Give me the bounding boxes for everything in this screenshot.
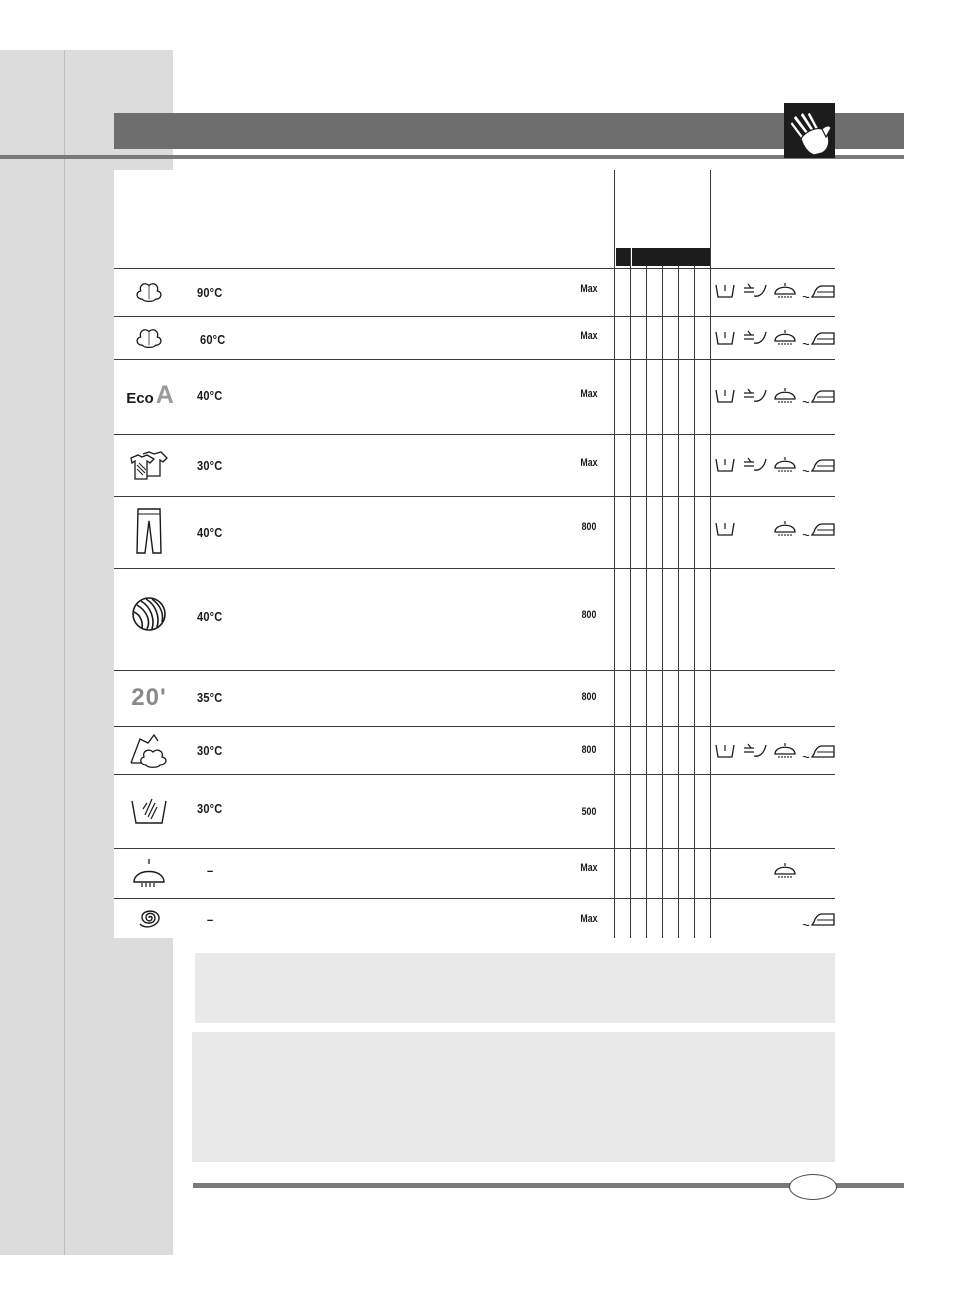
hand-wash-icon [116,790,182,830]
temperature-label: 30°C [197,801,223,816]
tub-icon [716,285,734,297]
column-divider [630,248,631,938]
cotton-icon [116,322,182,352]
spin-speed-label: Max [580,388,598,400]
wool-icon [116,590,182,636]
spin-icon [116,903,182,933]
tub-icon [716,523,734,535]
temperature-label: 35°C [197,690,223,705]
temperature-label: 90°C [197,285,223,300]
row-divider [114,726,835,727]
jeans-icon [116,506,182,556]
cotton-icon [116,276,182,306]
row-divider [114,434,835,435]
row-divider [114,568,835,569]
iron-icon [803,286,834,298]
temperature-label: 60°C [200,332,226,347]
header-cell-block [616,248,630,266]
care-symbols [714,860,836,882]
shower-icon [775,388,795,403]
quick-20-label: 20' [131,684,167,711]
softener-icon [744,284,766,296]
iron-icon [803,391,834,403]
iron-icon [803,914,834,926]
temperature-label: – [207,912,214,927]
shower-icon [775,330,795,345]
shower-icon [775,863,795,878]
quick-20-icon [116,683,182,713]
row-divider [114,268,835,269]
eco-label: Eco [126,389,154,407]
shower-icon [775,457,795,472]
mixed-icon [116,731,182,771]
row-divider [114,848,835,849]
shower-icon [775,283,795,298]
iron-icon [803,524,834,536]
care-symbols [714,908,836,930]
column-divider [662,248,663,938]
tub-icon [716,459,734,471]
spin-speed-label: 500 [581,806,597,818]
care-symbols [714,740,836,762]
tub-icon [716,390,734,402]
column-divider [614,170,615,938]
temperature-label: 40°C [197,609,223,624]
page-number-oval [789,1174,837,1200]
spin-speed-label: Max [580,330,598,342]
temperature-label: – [207,863,214,878]
shirts-icon [116,447,182,483]
eco-a-label: A [155,380,174,409]
row-divider [114,670,835,671]
spin-speed-label: Max [580,913,598,925]
temperature-label: 30°C [197,458,223,473]
tub-icon [716,745,734,757]
softener-icon [744,744,766,756]
care-symbols [714,518,836,540]
iron-icon [803,333,834,345]
row-divider [114,898,835,899]
spin-speed-label: 800 [581,521,597,533]
row-divider [114,359,835,360]
row-divider [114,316,835,317]
column-divider [678,248,679,938]
spin-speed-label: Max [580,457,598,469]
row-divider [114,774,835,775]
tub-icon [716,332,734,344]
spin-speed-label: Max [580,283,598,295]
care-symbols [714,385,836,407]
care-symbols [714,327,836,349]
header-rule [0,155,904,159]
spin-speed-label: 800 [581,609,597,621]
spin-speed-label: 800 [581,744,597,756]
note-box [195,953,835,1023]
temperature-label: 40°C [197,525,223,540]
note-box [192,1032,835,1162]
column-divider [694,248,695,938]
column-divider [710,170,711,938]
temperature-label: 40°C [197,388,223,403]
hand-icon [784,103,835,158]
shower-icon [775,743,795,758]
softener-icon [744,389,766,401]
header-cell-block [632,248,710,266]
temperature-label: 30°C [197,743,223,758]
shower-icon [775,521,795,536]
softener-icon [744,458,766,470]
row-divider [114,496,835,497]
iron-icon [803,746,834,758]
eco-a-icon [116,378,184,412]
left-margin-divider [64,50,65,1255]
spin-speed-label: 800 [581,691,597,703]
softener-icon [744,331,766,343]
care-symbols [714,280,836,302]
spin-speed-label: Max [580,862,598,874]
care-symbols [714,454,836,476]
rinse-icon [116,855,182,889]
column-divider [646,248,647,938]
iron-icon [803,460,834,472]
